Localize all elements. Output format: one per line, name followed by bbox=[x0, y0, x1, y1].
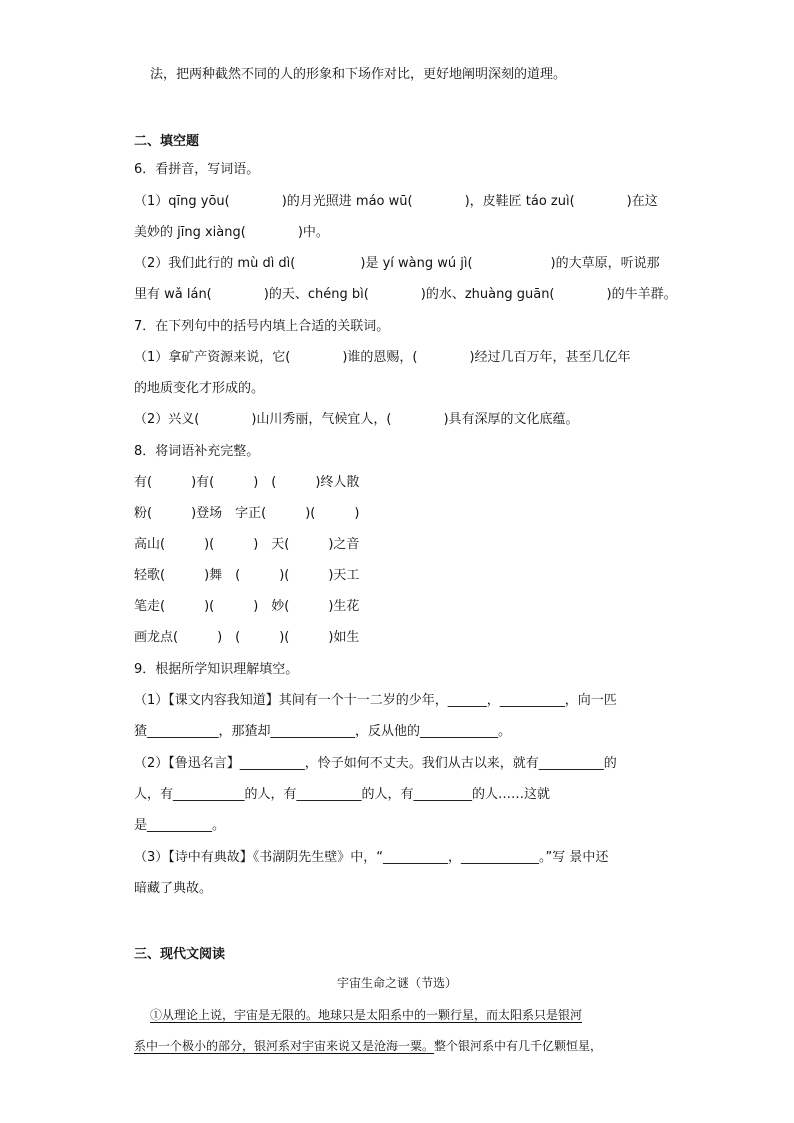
underlined-text: 系中一个极小的部分，银河系对宇宙来说又是沧海一粟。 bbox=[134, 1039, 435, 1053]
section-heading: 三、现代文阅读 bbox=[134, 947, 226, 962]
idiom-line: 有( )有( ) ( )终人散 bbox=[134, 475, 360, 490]
question-text: 猹___________，那猹却_____________，反从他的____________。 bbox=[134, 724, 512, 739]
text-line: 法，把两种截然不同的人的形象和下场作对比，更好地阐明深刻的道理。 bbox=[150, 67, 567, 82]
question-text: 是__________。 bbox=[134, 818, 226, 833]
idiom-line: 画龙点( ) ( )( )如生 bbox=[134, 630, 360, 645]
passage-paragraph: ①从理论上说，宇宙是无限的。地球只是太阳系中的一颗行星，而太阳系只是银河 bbox=[150, 1008, 583, 1022]
question-text: （1）拿矿产资源来说，它( )谁的恩赐，( )经过几百万年，甚至几亿年 bbox=[134, 350, 631, 365]
question-6: 6．看拼音，写词语。 bbox=[134, 162, 260, 177]
passage-title: 宇宙生命之谜（节选） bbox=[336, 976, 457, 990]
question-text: （1）qīng yōu( )的月光照进 máo wū( )，皮鞋匠 táo zuì( )在这 bbox=[134, 194, 658, 209]
question-text: （2）【鲁迅名言】__________，怜子如何不丈夫。我们从古以来，就有__________的 bbox=[134, 756, 617, 771]
question-text: （2）我们此行的 mù dì dì( )是 yí wàng wú jì( )的大草原，听说那 bbox=[134, 256, 660, 271]
question-7: 7．在下列句中的括号内填上合适的关联词。 bbox=[134, 319, 390, 334]
idiom-line: 粉( )登场 字正( )( ) bbox=[134, 506, 360, 521]
idiom-line: 笔走( )( ) 妙( )生花 bbox=[134, 599, 360, 614]
idiom-line: 高山( )( ) 天( )之音 bbox=[134, 537, 360, 552]
plain-text: 整个银河系中有几千亿颗恒星， bbox=[434, 1039, 603, 1053]
question-text: 人，有___________的人，有__________的人，有_________的人……这就 bbox=[134, 787, 551, 802]
question-text: 的地质变化才形成的。 bbox=[134, 381, 265, 396]
question-text: 美妙的 jīng xiàng( )中。 bbox=[134, 225, 329, 240]
section-heading: 二、填空题 bbox=[134, 134, 200, 149]
question-9: 9．根据所学知识理解填空。 bbox=[134, 662, 299, 677]
question-text: （2）兴义( )山川秀丽，气候宜人，( )具有深厚的文化底蕴。 bbox=[134, 412, 579, 427]
question-text: 里有 wǎ lán( )的天、chéng bì( )的水、zhuàng guān( )的牛羊群。 bbox=[134, 287, 677, 302]
passage-paragraph bbox=[134, 1037, 602, 1055]
question-text: （1）【课文内容我知道】其间有一个十一二岁的少年，______，__________，向一匹 bbox=[134, 693, 617, 708]
question-text: 暗藏了典故。 bbox=[134, 881, 213, 896]
question-8: 8．将词语补充完整。 bbox=[134, 444, 260, 459]
idiom-line: 轻歌( )舞 ( )( )天工 bbox=[134, 568, 360, 583]
question-text: （3）【诗中有典故】《书湖阴先生壁》中，“__________，____________。”写 景中还 bbox=[134, 850, 609, 865]
